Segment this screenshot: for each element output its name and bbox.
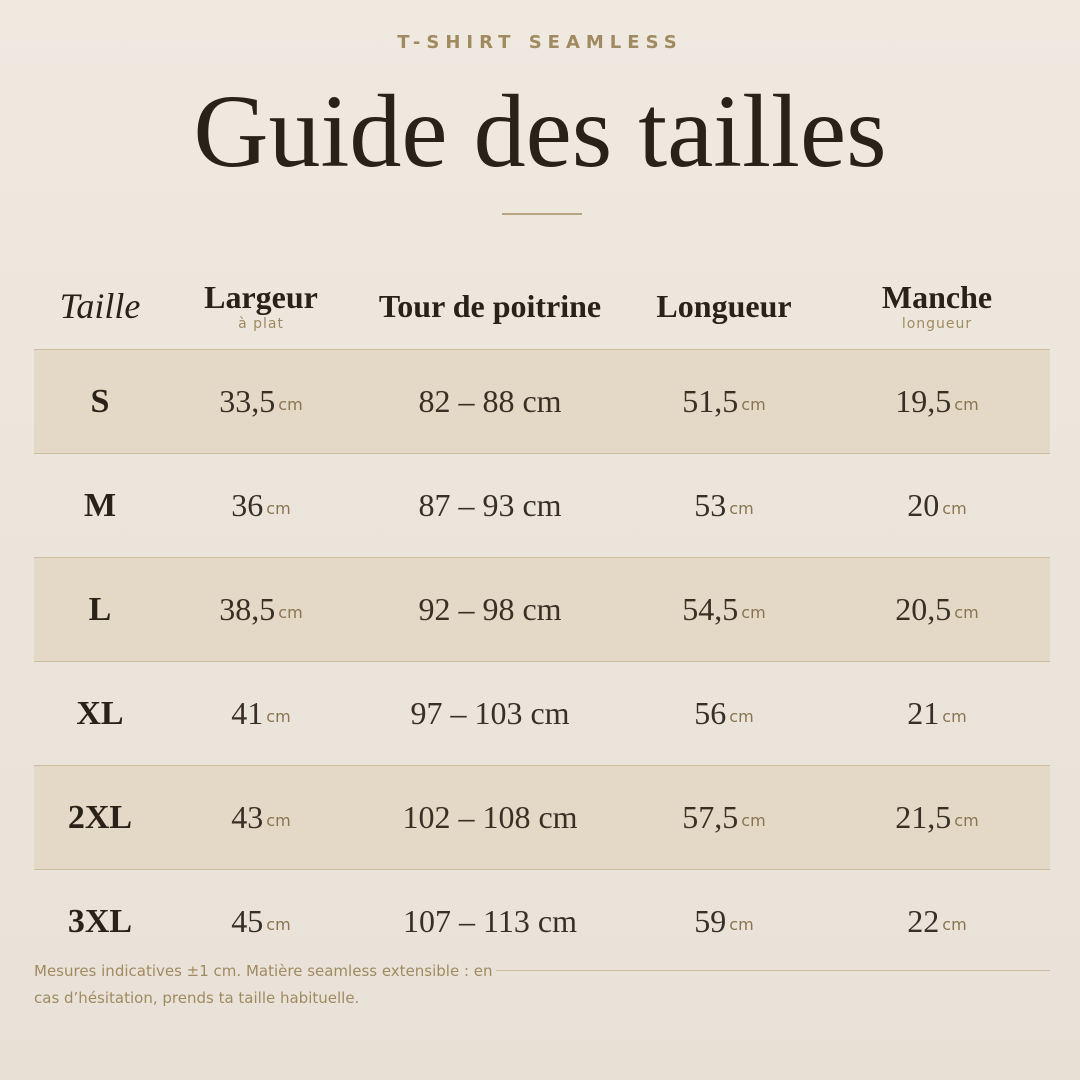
header-longueur-label: Longueur xyxy=(656,288,792,324)
size-label: 2XL xyxy=(67,798,133,836)
tour-value: 82 – 88 cm xyxy=(418,383,562,419)
size-cell xyxy=(34,350,166,453)
tour-value: 87 – 93 cm xyxy=(418,487,562,523)
title-divider xyxy=(502,213,582,215)
manche-value: 19,5 xyxy=(895,383,952,419)
longueur-value: 51,5 xyxy=(682,383,739,419)
unit-label: cm xyxy=(278,603,303,622)
size-label: S xyxy=(90,382,110,420)
tour-cell xyxy=(356,558,624,661)
manche-cell xyxy=(824,766,1050,869)
longueur-value: 59 xyxy=(694,903,727,939)
longueur-value: 57,5 xyxy=(682,799,739,835)
table-row-s xyxy=(34,350,1050,454)
unit-label: cm xyxy=(942,915,967,934)
header-largeur-label: Largeur xyxy=(204,279,318,315)
manche-cell xyxy=(824,454,1050,557)
size-cell xyxy=(34,558,166,661)
unit-label: cm xyxy=(266,499,291,518)
largeur-cell xyxy=(166,454,356,557)
largeur-cell xyxy=(166,350,356,453)
bottom-band xyxy=(0,1040,1080,1080)
size-label: XL xyxy=(76,694,124,732)
header-longueur xyxy=(624,262,824,350)
unit-label: cm xyxy=(266,811,291,830)
manche-cell xyxy=(824,662,1050,765)
tour-cell xyxy=(356,454,624,557)
unit-label: cm xyxy=(741,811,766,830)
longueur-value: 54,5 xyxy=(682,591,739,627)
largeur-cell xyxy=(166,558,356,661)
unit-label: cm xyxy=(741,395,766,414)
unit-label: cm xyxy=(266,915,291,934)
header-taille-label: Taille xyxy=(59,286,141,326)
size-cell xyxy=(34,662,166,765)
size-table xyxy=(34,349,1050,973)
header-largeur xyxy=(166,262,356,350)
manche-value: 20,5 xyxy=(895,591,952,627)
longueur-value: 53 xyxy=(694,487,727,523)
unit-label: cm xyxy=(954,395,979,414)
size-cell xyxy=(34,454,166,557)
manche-value: 20 xyxy=(907,487,940,523)
product-kicker: T-SHIRT SEAMLESS xyxy=(397,32,683,53)
manche-value: 21,5 xyxy=(895,799,952,835)
unit-label: cm xyxy=(729,499,754,518)
table-header xyxy=(0,262,1080,350)
largeur-value: 36 xyxy=(231,487,264,523)
size-label: 3XL xyxy=(67,902,133,940)
manche-cell xyxy=(824,870,1050,973)
size-label: L xyxy=(88,590,112,628)
largeur-cell xyxy=(166,662,356,765)
tour-cell xyxy=(356,766,624,869)
largeur-value: 41 xyxy=(231,695,264,731)
footer-note: Mesures indicatives ±1 cm. Matière seamless extensible : en cas d’hésitation, prends ta taille habituelle. xyxy=(34,962,493,1007)
longueur-value: 56 xyxy=(694,695,727,731)
header-tour-label: Tour de poitrine xyxy=(378,288,602,324)
unit-label: cm xyxy=(942,707,967,726)
tour-cell xyxy=(356,350,624,453)
unit-label: cm xyxy=(729,707,754,726)
largeur-value: 33,5 xyxy=(219,383,276,419)
tour-value: 92 – 98 cm xyxy=(418,591,562,627)
manche-cell xyxy=(824,558,1050,661)
largeur-value: 45 xyxy=(231,903,264,939)
longueur-cell xyxy=(624,350,824,453)
unit-label: cm xyxy=(954,811,979,830)
tour-value: 107 – 113 cm xyxy=(403,903,577,939)
manche-cell xyxy=(824,350,1050,453)
unit-label: cm xyxy=(729,915,754,934)
header-manche-label: Manche xyxy=(881,279,993,315)
longueur-cell xyxy=(624,766,824,869)
largeur-cell xyxy=(166,766,356,869)
page-title: Guide des tailles xyxy=(193,74,887,189)
table-row-2xl xyxy=(34,766,1050,870)
tour-value: 97 – 103 cm xyxy=(410,695,570,731)
unit-label: cm xyxy=(741,603,766,622)
longueur-cell xyxy=(624,454,824,557)
tour-cell xyxy=(356,662,624,765)
unit-label: cm xyxy=(942,499,967,518)
size-cell xyxy=(34,766,166,869)
header-manche xyxy=(824,262,1050,350)
longueur-cell xyxy=(624,662,824,765)
header-largeur-sub: à plat xyxy=(238,316,284,332)
header-tour xyxy=(356,262,624,350)
longueur-cell xyxy=(624,558,824,661)
table-row-xl xyxy=(34,662,1050,766)
manche-value: 21 xyxy=(907,695,940,731)
unit-label: cm xyxy=(266,707,291,726)
unit-label: cm xyxy=(278,395,303,414)
manche-value: 22 xyxy=(907,903,940,939)
longueur-cell xyxy=(624,870,824,973)
footer-divider xyxy=(496,970,1050,971)
largeur-value: 38,5 xyxy=(219,591,276,627)
largeur-value: 43 xyxy=(231,799,264,835)
tour-value: 102 – 108 cm xyxy=(402,799,578,835)
unit-label: cm xyxy=(954,603,979,622)
table-row-m xyxy=(34,454,1050,558)
size-label: M xyxy=(83,486,117,524)
header-taille xyxy=(34,262,166,350)
table-row-l xyxy=(34,558,1050,662)
header-manche-sub: longueur xyxy=(901,316,973,332)
